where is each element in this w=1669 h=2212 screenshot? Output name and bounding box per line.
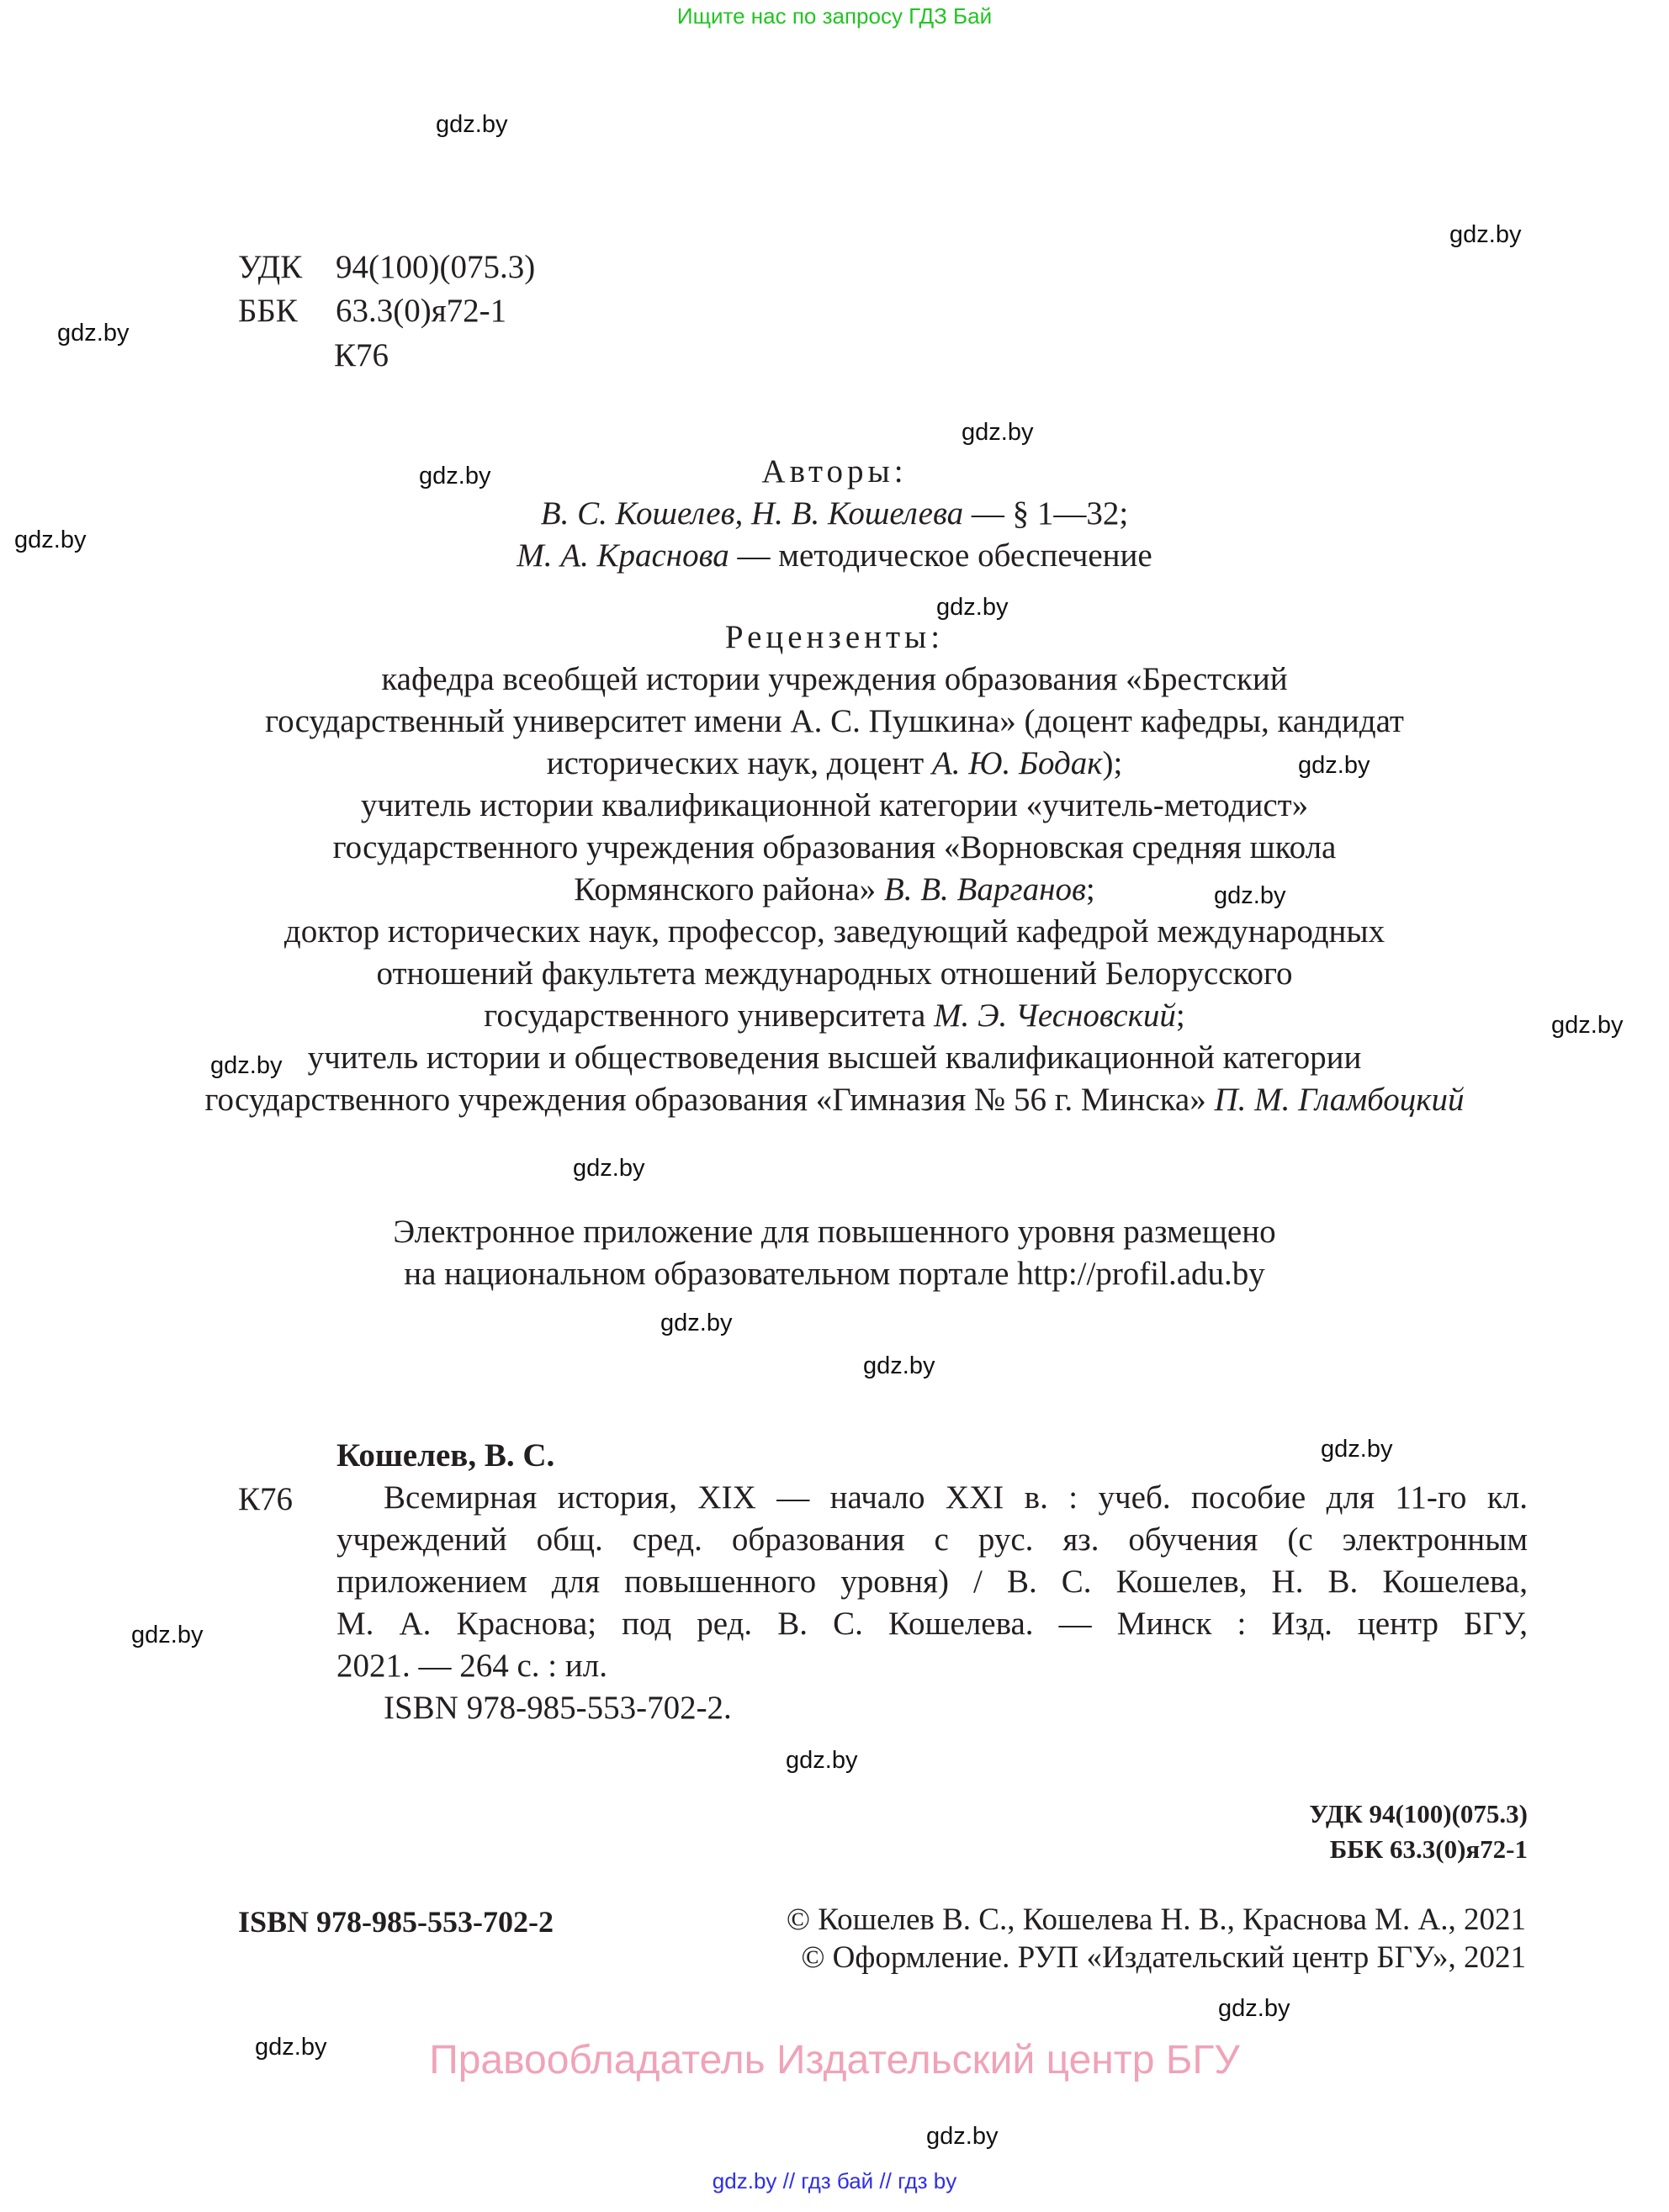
watermark: gdz.by <box>863 1352 935 1379</box>
bbk-value: 63.3(0)я72-1 <box>336 293 507 329</box>
authors-rest-1: — § 1—32; <box>963 495 1129 532</box>
catalog-line: учреждений общ. сред. образования с рус. яз. обучения (с электронным <box>336 1521 1528 1558</box>
reviewers-line: государственный университет имени А. С. Пушкина» (доцент кафедры, кандидат <box>265 703 1404 739</box>
watermark: gdz.by <box>1218 1995 1290 2022</box>
reviewers-block <box>0 617 1669 1121</box>
catalog-line: приложением для повышенного уровня) / В. С. Кошелев, Н. В. Кошелева, <box>336 1564 1528 1600</box>
reviewers-line <box>0 1079 1669 1121</box>
watermark: gdz.by <box>660 1310 733 1336</box>
watermark: gdz.by <box>131 1622 204 1648</box>
copyright <box>787 1901 1526 1977</box>
authors-rest-2: — методическое обеспечение <box>729 537 1152 574</box>
watermark: gdz.by <box>926 2123 999 2150</box>
watermark: gdz.by <box>57 320 130 347</box>
udk-value: 94(100)(075.3) <box>336 249 536 285</box>
udk-bottom-udk: УДК 94(100)(075.3) <box>1309 1799 1528 1828</box>
reviewers-text: государственного учреждения образования «Гимназия № 56 г. Минска» <box>204 1082 1215 1118</box>
watermark: gdz.by <box>1214 882 1286 909</box>
reviewers-line: учитель истории и обществоведения высшей квалификационной категории <box>307 1040 1362 1076</box>
watermark: gdz.by <box>436 111 508 138</box>
reviewers-text: ; <box>1175 998 1185 1034</box>
reviewers-line: отношений факультета международных отношений Белорусского <box>376 955 1293 992</box>
bbk-label: ББК <box>238 293 298 329</box>
watermark: gdz.by <box>962 419 1034 446</box>
watermark: gdz.by <box>14 527 87 553</box>
rights-holder: Правообладатель Издательский центр БГУ <box>429 2038 1240 2082</box>
reviewers-line: учитель истории квалификационной категории «учитель-методист» <box>360 787 1309 823</box>
catalog-author: Кошелев, В. С. <box>336 1437 555 1474</box>
reviewer-name: В. В. Варганов <box>883 871 1086 908</box>
reviewers-line: доктор исторических наук, профессор, заведующий кафедрой международных <box>283 913 1386 950</box>
authors-names-1: В. С. Кошелев, Н. В. Кошелева <box>540 495 964 532</box>
authors-line-2 <box>0 535 1669 577</box>
reviewers-text: ); <box>1102 745 1123 781</box>
reviewers-line <box>0 869 1669 911</box>
reviewers-line: кафедра всеобщей истории учреждения образования «Брестский <box>381 661 1288 697</box>
electronic-line-1: Электронное приложение для повышенного уровня размещено <box>393 1214 1276 1250</box>
authors-block <box>0 451 1669 577</box>
authors-heading: Авторы: <box>761 453 908 489</box>
reviewer-name: П. М. Гламбоцкий <box>1214 1082 1465 1118</box>
catalog-isbn: ISBN 978-985-553-702-2. <box>384 1690 732 1726</box>
watermark: gdz.by <box>210 1052 283 1079</box>
reviewers-heading: Рецензенты: <box>724 619 945 655</box>
watermark: gdz.by <box>936 594 1009 621</box>
copyright-line-2: © Оформление. РУП «Издательский центр БГУ», 2021 <box>801 1940 1526 1975</box>
reviewers-line <box>0 743 1669 785</box>
top-banner: Ищите нас по запросу ГДЗ Бай <box>676 3 993 29</box>
authors-names-2: М. А. Краснова <box>517 537 729 574</box>
footer-links[interactable]: gdz.by // гдз бай // гдз by <box>712 2168 957 2193</box>
reviewers-text: Кормянского района» <box>574 871 884 908</box>
watermark: gdz.by <box>1298 752 1370 779</box>
watermark: gdz.by <box>1449 221 1522 248</box>
udk-label: УДК <box>238 249 303 285</box>
reviewer-name: А. Ю. Бодак <box>931 745 1103 781</box>
authors-line-1 <box>0 493 1669 535</box>
copyright-line-1: © Кошелев В. С., Кошелева Н. В., Краснова М. А., 2021 <box>786 1902 1526 1937</box>
catalog-description <box>336 1477 1528 1729</box>
reviewer-name: М. Э. Чесновский <box>934 998 1176 1034</box>
catalog-line: Всемирная история, XIX — начало XXI в. : учеб. пособие для 11-го кл. <box>384 1479 1528 1516</box>
udk-bottom <box>1309 1797 1528 1867</box>
electronic-note <box>0 1211 1669 1295</box>
watermark: gdz.by <box>786 1747 858 1774</box>
electronic-line-2: на национальном образовательном портале http://profil.adu.by <box>404 1256 1265 1292</box>
watermark: gdz.by <box>255 2034 327 2061</box>
reviewers-line <box>0 995 1669 1037</box>
reviewers-text: исторических наук, доцент <box>546 745 932 781</box>
udk-bottom-bbk: ББК 63.3(0)я72-1 <box>1329 1834 1528 1864</box>
catalog-mark: К76 <box>238 1481 294 1517</box>
isbn-bottom: ISBN 978-985-553-702-2 <box>238 1905 554 1939</box>
reviewers-text: ; <box>1085 871 1095 908</box>
reviewers-line: государственного учреждения образования «Ворновская средняя школа <box>332 829 1337 865</box>
watermark: gdz.by <box>573 1155 645 1182</box>
reviewers-text: государственного университета <box>484 998 935 1034</box>
catalog-line: 2021. — 264 с. : ил. <box>336 1648 607 1684</box>
watermark: gdz.by <box>1551 1012 1624 1039</box>
author-mark: К76 <box>334 337 389 373</box>
watermark: gdz.by <box>1321 1436 1393 1463</box>
watermark: gdz.by <box>419 463 491 489</box>
catalog-line: М. А. Краснова; под ред. В. С. Кошелева. — Минск : Изд. центр БГУ, <box>336 1606 1528 1642</box>
